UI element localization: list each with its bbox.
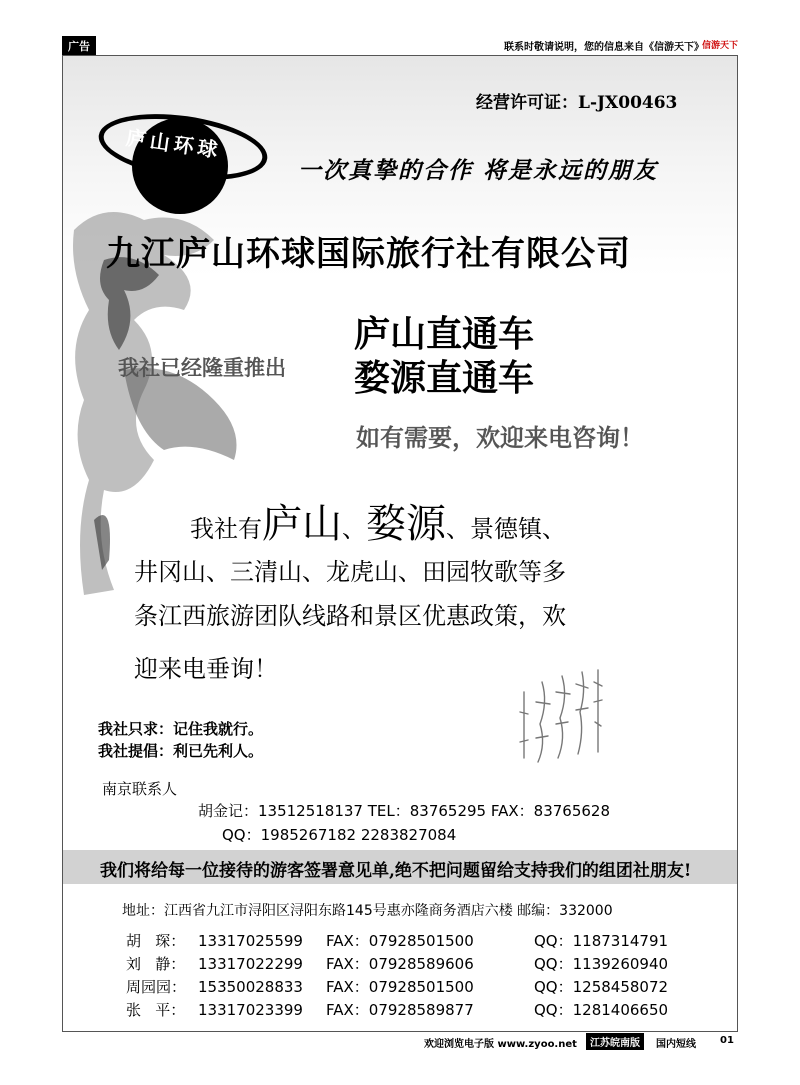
body-line-1 bbox=[190, 492, 566, 549]
contact-fax: FAX：07928589877 bbox=[326, 1001, 474, 1019]
contact-qq: QQ：1258458072 bbox=[534, 978, 669, 996]
contact-tel: 15350028833 bbox=[198, 978, 303, 996]
nanjing-contact-1: 胡金记：13512518137 TEL：83765295 FAX：83765628 bbox=[198, 802, 610, 820]
contact-tel: 13317023399 bbox=[198, 1001, 303, 1019]
address: 地址：江西省九江市浔阳区浔阳东路145号惠亦隆商务酒店六楼 邮编：332000 bbox=[122, 903, 613, 919]
contact-name: 刘 静： bbox=[126, 955, 186, 973]
motto-only: 我社只求：记住我就行。 bbox=[98, 720, 264, 738]
contact-fax: FAX：07928501500 bbox=[326, 978, 474, 996]
contact-row bbox=[126, 976, 668, 997]
company-name: 九江庐山环球国际旅行社有限公司 bbox=[106, 234, 631, 274]
logo-text: 庐山环球 bbox=[124, 125, 223, 163]
bus-lushan: 庐山直通车 bbox=[354, 314, 535, 355]
header-note: 联系时敬请说明，您的信息来自《信游天下》 bbox=[504, 42, 704, 53]
footer-website: 欢迎浏览电子版 www.zyoo.net bbox=[424, 1039, 577, 1050]
launch-text: 我社已经隆重推出 bbox=[118, 355, 286, 380]
body-line-3: 条江西旅游团队线路和景区优惠政策，欢 bbox=[134, 602, 566, 630]
body-line-2: 井冈山、三清山、龙虎山、田园牧歌等多 bbox=[134, 558, 566, 586]
mini-logo: 信游天下 bbox=[701, 41, 738, 51]
consult-text: 如有需要，欢迎来电咨询！ bbox=[356, 423, 644, 452]
footer-section: 国内短线 bbox=[656, 1039, 696, 1050]
contact-name: 胡 琛： bbox=[126, 932, 186, 950]
contact-qq: QQ：1281406650 bbox=[534, 1001, 669, 1019]
body-sep: 、 bbox=[342, 515, 366, 543]
bus-wuyuan: 婺源直通车 bbox=[354, 358, 535, 399]
contact-fax: FAX：07928589606 bbox=[326, 955, 474, 973]
body-post: 、景德镇、 bbox=[446, 515, 566, 543]
contact-qq: QQ：1139260940 bbox=[534, 955, 669, 973]
slogan: 一次真挚的合作 将是永远的朋友 bbox=[298, 157, 659, 184]
footer-edition: 江苏皖南版 bbox=[586, 1033, 644, 1050]
contact-name: 周园园： bbox=[126, 978, 187, 996]
contact-row bbox=[126, 930, 668, 951]
motto-offer: 我社提倡：利已先利人。 bbox=[98, 742, 264, 760]
license-number: 经营许可证：L-JX00463 bbox=[476, 93, 678, 113]
body-wuyuan: 婺源 bbox=[366, 501, 446, 547]
promise-text: 我们将给每一位接待的游客签署意见单,绝不把问题留给支持我们的组团社朋友! bbox=[100, 861, 692, 881]
contact-tel: 13317025599 bbox=[198, 932, 303, 950]
nanjing-contact-2: QQ：1985267182 2283827084 bbox=[222, 826, 457, 844]
body-line-4: 迎来电垂询！ bbox=[134, 655, 278, 683]
contact-row bbox=[126, 999, 668, 1020]
nanjing-title: 南京联系人 bbox=[102, 780, 178, 798]
body-lushan: 庐山 bbox=[262, 501, 342, 547]
contact-row bbox=[126, 953, 668, 974]
body-pre: 我社有 bbox=[190, 515, 262, 543]
calligraphy-image bbox=[512, 662, 608, 772]
contact-name: 张 平： bbox=[126, 1001, 186, 1019]
contact-fax: FAX：07928501500 bbox=[326, 932, 474, 950]
contact-tel: 13317022299 bbox=[198, 955, 303, 973]
page-number: 01 bbox=[720, 1035, 734, 1046]
contact-qq: QQ：1187314791 bbox=[534, 932, 669, 950]
ad-tag: 广告 bbox=[62, 36, 96, 56]
